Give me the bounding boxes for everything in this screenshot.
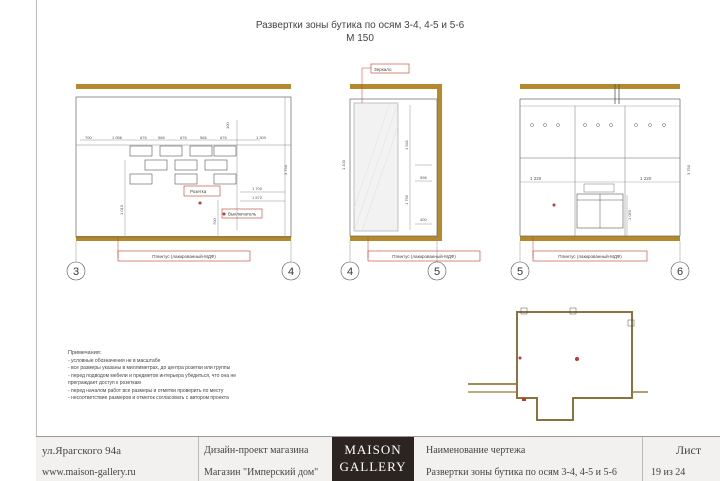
wall-outline: [76, 97, 291, 237]
sheet-number: 19 из 24: [651, 467, 686, 478]
dim-b-0: 1 100: [341, 159, 346, 170]
drawing-scale: М 150: [346, 33, 374, 44]
drawing-name-value: Развертки зоны бутика по осям 3-4, 4-5 и 5-6: [426, 467, 617, 478]
notes-heading: Примечания:: [68, 350, 102, 356]
note-item: - перед подводом мебели и предметов интерьера убедиться, что она не: [68, 372, 237, 379]
elevation-4-5: [341, 64, 480, 280]
axis-5b-label: 5: [516, 266, 524, 278]
dim-a-13: 1 010: [119, 204, 124, 215]
note-item: - условные обозначения не в масштабе: [68, 357, 161, 364]
dim-a-1: 1 956: [112, 135, 123, 140]
dim-a-3: 566: [158, 135, 165, 140]
notes-block: [68, 350, 298, 403]
logo-line-2: GALLERY: [339, 459, 407, 474]
note-item: - перед началом работ все размеры и отметки проверить по месту: [68, 387, 224, 394]
dim-a-11: 700: [212, 218, 217, 225]
title-block: [36, 436, 720, 481]
dim-a-4: 676: [180, 135, 187, 140]
sheet-header: Лист: [676, 443, 702, 457]
note-item: - несоответствие размеров и отметок согласовать с автором проекта: [68, 395, 229, 401]
dim-a-7: 1 300: [256, 135, 267, 140]
axis-6-label: 6: [676, 266, 684, 278]
dim-b-2: 596: [420, 175, 427, 180]
drawing-name-header: Наименование чертежа: [426, 445, 526, 456]
dim-a-0: 700: [85, 135, 92, 140]
address: ул.Ярагского 94а: [42, 445, 122, 457]
dim-c-3: 1 050: [627, 209, 632, 220]
drawing-title: Развертки зоны бутика по осям 3-4, 4-5 и 5-6: [255, 20, 465, 31]
elevation-5-6: [511, 84, 691, 280]
ceiling-slab: [76, 84, 291, 89]
project-type: Дизайн-проект магазина: [204, 445, 309, 456]
dim-a-9: 1 700: [252, 186, 263, 191]
logo-line-1: MAISON: [344, 442, 402, 457]
dim-a-10: 1 572: [252, 195, 263, 200]
dim-c-0: 1 220: [530, 176, 542, 181]
socket-label: Розетка: [190, 189, 207, 194]
plinth-label-a: Плинтус (лакированный-МДФ): [152, 254, 216, 259]
mirror-label: Зеркало: [374, 67, 392, 72]
dim-a-5: 566: [200, 135, 207, 140]
shop-name: Магазин "Имперский дом": [204, 467, 319, 478]
website-link[interactable]: www.maison-gallery.ru: [42, 467, 136, 478]
dim-c-1: 1 220: [640, 176, 652, 181]
axis-4-label: 4: [287, 266, 295, 278]
dim-a-6: 676: [220, 135, 227, 140]
note-item: - все размеры указаны в миллиметрах, до центра розетки или группы: [68, 365, 231, 371]
dim-b-1: 1 941: [404, 139, 409, 150]
switch-label: Выключатель: [228, 211, 257, 217]
dim-a-2: 676: [140, 135, 147, 140]
dim-b-4: 400: [420, 217, 427, 222]
plinth-label-c: Плинтус (лакированный-МДФ): [558, 254, 622, 259]
note-item: преграждает доступ к розеткам: [68, 380, 141, 386]
axis-5-label: 5: [433, 266, 441, 278]
dim-b-3: 1 795: [404, 194, 409, 205]
dim-a-12: 100: [225, 122, 230, 129]
plinth-label-b: Плинтус (лакированный-МДФ): [392, 254, 456, 259]
dim-a-8: 3 750: [283, 164, 288, 175]
axis-4b-label: 4: [346, 266, 354, 278]
key-plan: [468, 308, 648, 420]
axis-3-label: 3: [72, 266, 80, 278]
elevation-3-4: [67, 84, 300, 280]
dim-c-2: 3 750: [686, 164, 691, 175]
